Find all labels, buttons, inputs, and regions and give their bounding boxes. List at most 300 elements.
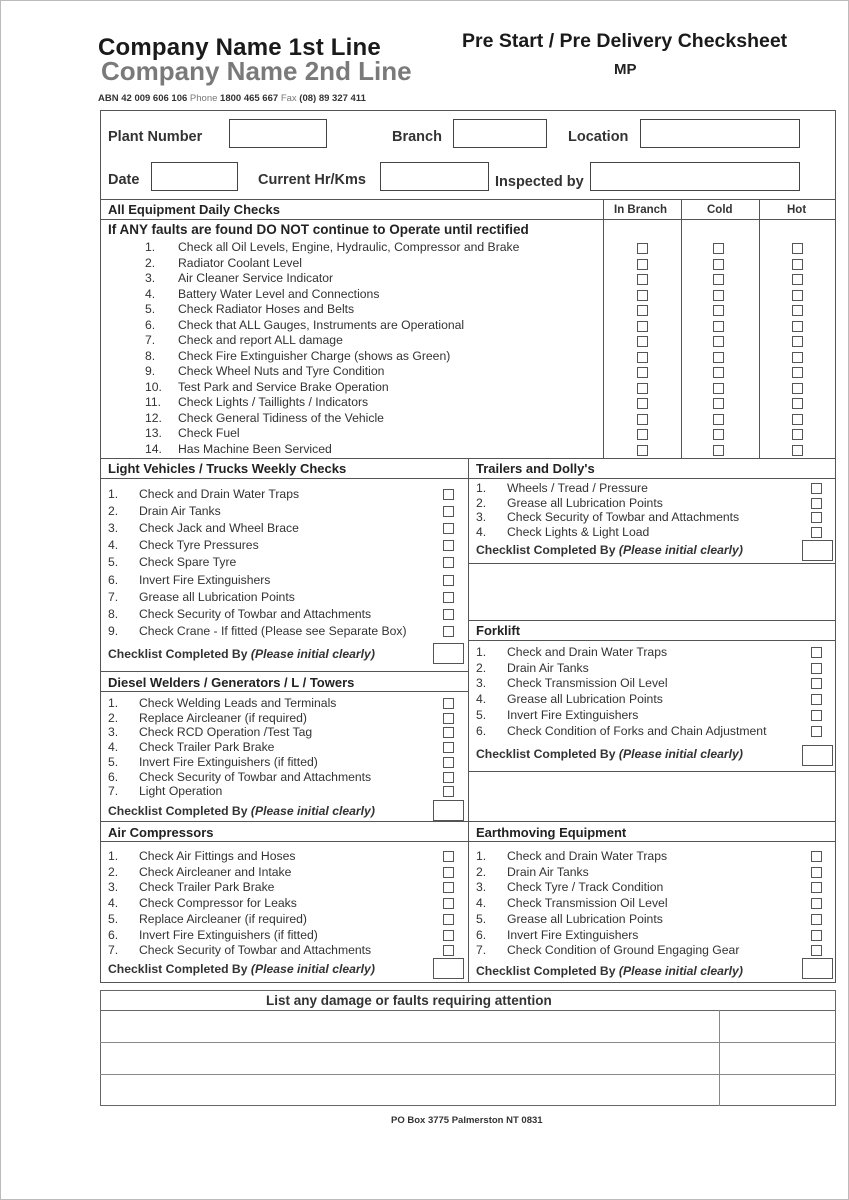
divider <box>468 458 469 983</box>
item-number: 3. <box>108 521 119 536</box>
list-item <box>108 943 371 957</box>
checkbox[interactable] <box>637 274 648 285</box>
earthmoving-completed-label <box>476 964 743 978</box>
checkbox[interactable] <box>811 710 822 721</box>
light-vehicles-title: Light Vehicles / Trucks Weekly Checks <box>108 461 347 476</box>
checkbox[interactable] <box>792 305 803 316</box>
list-item <box>145 333 343 347</box>
item-text: Check Tyre / Track Condition <box>507 880 664 895</box>
item-text: Check Transmission Oil Level <box>507 896 668 911</box>
item-number: 6. <box>108 769 119 784</box>
list-item <box>145 442 332 456</box>
item-text: Check and Drain Water Traps <box>507 645 668 659</box>
checkbox[interactable] <box>443 757 454 768</box>
light-vehicles-initial-box[interactable] <box>433 643 464 664</box>
list-item <box>145 240 519 254</box>
item-number: 4. <box>476 524 487 539</box>
list-item <box>108 711 307 725</box>
air-compressors-title: Air Compressors <box>108 825 214 840</box>
item-number: 4. <box>108 538 119 553</box>
item-number: 5. <box>108 555 119 570</box>
checkbox[interactable] <box>713 274 724 285</box>
item-number: 6. <box>476 723 487 738</box>
list-item <box>476 481 648 495</box>
diesel-completed-label <box>108 804 375 818</box>
item-text: Drain Air Tanks <box>507 660 589 675</box>
list-item <box>108 770 371 784</box>
item-number: 7. <box>108 784 119 799</box>
diesel-initial-box[interactable] <box>433 800 464 821</box>
checkbox[interactable] <box>443 540 454 551</box>
checkbox[interactable] <box>443 489 454 500</box>
checkbox[interactable] <box>811 663 822 674</box>
branch-label: Branch <box>392 129 442 145</box>
item-number: 2. <box>476 495 487 510</box>
checkbox[interactable] <box>792 321 803 332</box>
trailers-initial-box[interactable] <box>802 540 833 561</box>
checkbox[interactable] <box>443 914 454 925</box>
abn-label: ABN <box>98 93 119 104</box>
checkbox[interactable] <box>443 698 454 709</box>
form-title: Pre Start / Pre Delivery Checksheet <box>462 30 788 52</box>
item-number: 6. <box>108 927 119 942</box>
checkbox[interactable] <box>811 498 822 509</box>
item-number: 3. <box>108 725 119 740</box>
list-item <box>145 302 354 316</box>
checkbox[interactable] <box>811 678 822 689</box>
list-item <box>108 849 295 863</box>
item-number: 7. <box>476 943 487 958</box>
item-text: Check and report ALL damage <box>178 333 343 347</box>
list-item <box>476 645 667 659</box>
checkbox[interactable] <box>637 367 648 378</box>
checkbox[interactable] <box>443 772 454 783</box>
footer-address: PO Box 3775 Palmerston NT 0831 <box>391 1115 543 1126</box>
location-label: Location <box>568 129 629 145</box>
plant-number-label: Plant Number <box>108 129 203 145</box>
item-text: Check Tyre Pressures <box>139 538 259 553</box>
list-item <box>476 943 739 957</box>
list-item <box>145 349 450 363</box>
list-item <box>476 661 589 675</box>
checkbox[interactable] <box>713 383 724 394</box>
item-text: Check and Drain Water Traps <box>139 487 300 501</box>
checkbox[interactable] <box>443 557 454 568</box>
inspected-by-field[interactable] <box>590 162 800 191</box>
checkbox[interactable] <box>443 506 454 517</box>
divider <box>100 219 836 220</box>
checkbox[interactable] <box>637 336 648 347</box>
item-text: Check Condition of Ground Engaging Gear <box>507 943 740 958</box>
checkbox[interactable] <box>443 898 454 909</box>
list-item <box>108 880 274 894</box>
checkbox[interactable] <box>443 851 454 862</box>
earthmoving-initial-box[interactable] <box>802 958 833 979</box>
checkbox[interactable] <box>792 243 803 254</box>
checkbox[interactable] <box>443 786 454 797</box>
checkbox[interactable] <box>792 290 803 301</box>
item-text: Check Security of Towbar and Attachments <box>139 769 372 784</box>
initial-note: (Please initial clearly) <box>618 543 743 557</box>
item-text: Check Compressor for Leaks <box>139 896 297 911</box>
list-item <box>476 896 668 910</box>
location-field[interactable] <box>640 119 800 148</box>
initial-note: (Please initial clearly) <box>618 964 743 978</box>
item-number: 9. <box>145 364 156 378</box>
item-text: Check Fuel <box>178 426 240 440</box>
form-code: MP <box>614 61 637 78</box>
item-text: Invert Fire Extinguishers <box>139 572 271 587</box>
list-item <box>108 725 312 739</box>
item-text: Check Trailer Park Brake <box>139 740 275 755</box>
item-text: Check Aircleaner and Intake <box>139 864 292 879</box>
item-number: 11. <box>145 395 162 409</box>
item-text: Check Crane - If fitted (Please see Separate Box) <box>139 623 407 638</box>
item-text: Check Lights & Light Load <box>507 524 650 539</box>
completed-by-text: Checklist Completed By <box>108 804 248 818</box>
item-number: 1. <box>476 849 487 863</box>
completed-by-text: Checklist Completed By <box>476 964 616 978</box>
divider <box>468 620 836 621</box>
checkbox[interactable] <box>811 914 822 925</box>
item-number: 2. <box>476 864 487 879</box>
list-item <box>476 912 663 926</box>
item-text: Check Air Fittings and Hoses <box>139 849 296 863</box>
list-item <box>145 380 389 394</box>
item-text: Check Transmission Oil Level <box>507 676 668 691</box>
item-number: 1. <box>476 645 487 659</box>
list-item <box>145 364 384 378</box>
checkbox[interactable] <box>713 352 724 363</box>
checkbox[interactable] <box>443 713 454 724</box>
list-item <box>145 411 384 425</box>
checkbox[interactable] <box>443 727 454 738</box>
checkbox[interactable] <box>637 398 648 409</box>
list-item <box>108 538 259 552</box>
item-number: 5. <box>108 911 119 926</box>
item-number: 8. <box>108 606 119 621</box>
item-number: 6. <box>145 317 156 332</box>
list-item <box>476 708 638 722</box>
item-text: Grease all Lubrication Points <box>507 495 663 510</box>
item-text: Check that ALL Gauges, Instruments are Operational <box>178 317 465 332</box>
checkbox[interactable] <box>792 336 803 347</box>
item-text: Has Machine Been Serviced <box>178 441 332 456</box>
list-item <box>476 525 649 539</box>
item-text: Check Wheel Nuts and Tyre Condition <box>178 364 385 378</box>
item-text: Check Lights / Taillights / Indicators <box>178 395 369 409</box>
list-item <box>476 865 589 879</box>
item-text: Radiator Coolant Level <box>178 255 302 270</box>
item-number: 5. <box>145 302 156 316</box>
checkbox[interactable] <box>443 523 454 534</box>
item-text: Light Operation <box>139 784 223 799</box>
current-hr-kms-field[interactable] <box>380 162 489 191</box>
earthmoving-title: Earthmoving Equipment <box>476 825 627 840</box>
forklift-completed-label <box>476 747 743 761</box>
checkbox[interactable] <box>792 274 803 285</box>
checkbox[interactable] <box>713 336 724 347</box>
item-number: 3. <box>476 880 487 895</box>
item-text: Check Fire Extinguisher Charge (shows as Green) <box>178 348 451 363</box>
list-item <box>108 573 270 587</box>
divider <box>468 771 836 772</box>
date-label: Date <box>108 172 140 188</box>
checkbox[interactable] <box>792 367 803 378</box>
item-text: Check Security of Towbar and Attachments <box>507 510 740 525</box>
item-number: 6. <box>476 927 487 942</box>
item-number: 4. <box>108 896 119 911</box>
checkbox[interactable] <box>713 259 724 270</box>
daily-checks-title: All Equipment Daily Checks <box>108 202 280 217</box>
air-compressors-completed-label <box>108 962 375 976</box>
divider <box>759 199 760 458</box>
item-number: 5. <box>108 754 119 769</box>
checkbox[interactable] <box>792 352 803 363</box>
list-item <box>108 784 222 798</box>
daily-warning: If ANY faults are found DO NOT continue to Operate until rectified <box>108 222 529 237</box>
branch-field[interactable] <box>453 119 547 148</box>
item-number: 2. <box>145 255 156 270</box>
list-item <box>108 896 297 910</box>
list-item <box>476 724 766 738</box>
checkbox[interactable] <box>713 290 724 301</box>
item-number: 14. <box>145 441 162 456</box>
plant-number-field[interactable] <box>229 119 327 148</box>
item-number: 4. <box>145 286 156 301</box>
damage-description-area[interactable] <box>100 1010 719 1106</box>
completed-by-text: Checklist Completed By <box>476 747 616 761</box>
checkbox[interactable] <box>792 383 803 394</box>
item-number: 1. <box>108 487 119 501</box>
item-number: 1. <box>108 849 119 863</box>
list-item <box>476 692 663 706</box>
company-name-line-2: Company Name 2nd Line <box>101 56 412 86</box>
divider <box>468 640 836 641</box>
item-text: Check all Oil Levels, Engine, Hydraulic, Compressor and Brake <box>178 240 520 254</box>
item-text: Check Spare Tyre <box>139 555 237 570</box>
item-number: 7. <box>145 333 156 347</box>
list-item <box>145 256 302 270</box>
item-number: 10. <box>145 379 162 394</box>
item-text: Grease all Lubrication Points <box>139 589 295 604</box>
checkbox[interactable] <box>443 945 454 956</box>
phone-value: 1800 465 667 <box>220 93 279 104</box>
divider <box>100 691 468 692</box>
checkbox[interactable] <box>811 867 822 878</box>
checkbox[interactable] <box>637 352 648 363</box>
checkbox[interactable] <box>637 243 648 254</box>
list-item <box>108 865 291 879</box>
checkbox[interactable] <box>443 626 454 637</box>
checkbox[interactable] <box>811 527 822 538</box>
list-item <box>108 755 318 769</box>
item-number: 2. <box>108 710 119 725</box>
column-header-in-branch: In Branch <box>614 204 668 216</box>
divider <box>681 199 682 458</box>
divider <box>100 671 468 672</box>
item-text: Test Park and Service Brake Operation <box>178 379 389 394</box>
item-text: Check RCD Operation /Test Tag <box>139 725 313 740</box>
checkbox[interactable] <box>713 305 724 316</box>
checkbox[interactable] <box>443 867 454 878</box>
list-item <box>476 928 638 942</box>
completed-by-text: Checklist Completed By <box>476 543 616 557</box>
checkbox[interactable] <box>792 414 803 425</box>
item-text: Check Jack and Wheel Brace <box>139 521 299 536</box>
item-text: Check Radiator Hoses and Belts <box>178 302 355 316</box>
checkbox[interactable] <box>811 930 822 941</box>
divider <box>100 199 836 200</box>
checkbox[interactable] <box>811 694 822 705</box>
checkbox[interactable] <box>811 898 822 909</box>
checkbox[interactable] <box>637 383 648 394</box>
abn-value: 42 009 606 106 <box>121 93 188 104</box>
item-number: 13. <box>145 426 162 440</box>
trailers-title: Trailers and Dolly's <box>476 461 595 476</box>
checkbox[interactable] <box>443 575 454 586</box>
checkbox[interactable] <box>637 445 648 456</box>
list-item <box>145 287 379 301</box>
item-text: Drain Air Tanks <box>507 864 589 879</box>
list-item <box>108 912 307 926</box>
initial-note: (Please initial clearly) <box>250 647 375 661</box>
checkbox[interactable] <box>443 742 454 753</box>
inspected-by-label: Inspected by <box>495 174 584 190</box>
list-item <box>145 271 333 285</box>
item-text: Replace Aircleaner (if required) <box>139 911 307 926</box>
checkbox[interactable] <box>637 429 648 440</box>
item-text: Invert Fire Extinguishers <box>507 927 639 942</box>
item-text: Grease all Lubrication Points <box>507 692 663 707</box>
checkbox[interactable] <box>811 882 822 893</box>
checkbox[interactable] <box>811 851 822 862</box>
item-number: 7. <box>108 589 119 604</box>
trailers-completed-label <box>476 543 743 557</box>
item-number: 4. <box>476 692 487 707</box>
checkbox[interactable] <box>713 445 724 456</box>
item-number: 5. <box>476 707 487 722</box>
item-number: 5. <box>476 911 487 926</box>
list-item <box>108 607 371 621</box>
list-item <box>108 590 295 604</box>
checkbox[interactable] <box>637 259 648 270</box>
company-contact-line <box>98 93 366 104</box>
current-hr-kms-label: Current Hr/Kms <box>258 172 366 188</box>
item-text: Check Security of Towbar and Attachments <box>139 943 372 958</box>
checkbox[interactable] <box>811 512 822 523</box>
checkbox[interactable] <box>443 930 454 941</box>
item-text: Check General Tidiness of the Vehicle <box>178 410 384 425</box>
list-item <box>145 395 368 409</box>
list-item <box>145 426 240 440</box>
divider <box>603 199 604 458</box>
checkbox[interactable] <box>637 290 648 301</box>
list-item <box>108 624 407 638</box>
item-number: 3. <box>476 510 487 525</box>
column-header-cold: Cold <box>707 204 733 216</box>
phone-label: Phone <box>189 93 218 104</box>
list-item <box>476 880 663 894</box>
checkbox[interactable] <box>443 882 454 893</box>
completed-by-text: Checklist Completed By <box>108 647 248 661</box>
list-item <box>476 676 668 690</box>
checkbox[interactable] <box>443 592 454 603</box>
completed-by-text: Checklist Completed By <box>108 962 248 976</box>
fax-value: (08) 89 327 411 <box>299 93 366 104</box>
forklift-initial-box[interactable] <box>802 745 833 766</box>
item-text: Invert Fire Extinguishers (if fitted) <box>139 927 318 942</box>
checkbox[interactable] <box>637 305 648 316</box>
item-number: 4. <box>476 896 487 911</box>
list-item <box>108 521 299 535</box>
list-item <box>108 555 236 569</box>
air-compressors-initial-box[interactable] <box>433 958 464 979</box>
checkbox[interactable] <box>811 726 822 737</box>
checkbox[interactable] <box>811 483 822 494</box>
checkbox[interactable] <box>811 647 822 658</box>
checkbox[interactable] <box>811 945 822 956</box>
checkbox[interactable] <box>637 321 648 332</box>
item-text: Grease all Lubrication Points <box>507 911 663 926</box>
initial-note: (Please initial clearly) <box>250 962 375 976</box>
item-number: 2. <box>108 864 119 879</box>
checkbox[interactable] <box>713 243 724 254</box>
list-item <box>108 928 318 942</box>
item-text: Check Condition of Forks and Chain Adjustment <box>507 723 767 738</box>
item-text: Replace Aircleaner (if required) <box>139 710 307 725</box>
item-number: 4. <box>108 740 119 755</box>
item-text: Check Security of Towbar and Attachments <box>139 606 372 621</box>
checkbox[interactable] <box>792 398 803 409</box>
company-name-line-1: Company Name 1st Line <box>98 34 381 61</box>
diesel-title: Diesel Welders / Generators / L / Towers <box>108 675 355 690</box>
item-number: 3. <box>108 880 119 895</box>
date-field[interactable] <box>151 162 238 191</box>
item-number: 2. <box>476 660 487 675</box>
checkbox[interactable] <box>713 398 724 409</box>
checkbox[interactable] <box>637 414 648 425</box>
item-number: 7. <box>108 943 119 958</box>
item-number: 3. <box>145 271 156 285</box>
column-header-hot: Hot <box>787 204 807 216</box>
initial-note: (Please initial clearly) <box>250 804 375 818</box>
item-number: 1. <box>476 481 487 495</box>
checkbox[interactable] <box>792 445 803 456</box>
checkbox[interactable] <box>443 609 454 620</box>
item-number: 8. <box>145 348 156 363</box>
checkbox[interactable] <box>792 429 803 440</box>
item-text: Check Welding Leads and Terminals <box>139 696 337 710</box>
divider <box>719 1010 720 1106</box>
checkbox[interactable] <box>713 429 724 440</box>
checkbox[interactable] <box>713 321 724 332</box>
item-text: Invert Fire Extinguishers <box>507 707 639 722</box>
item-text: Invert Fire Extinguishers (if fitted) <box>139 754 318 769</box>
item-number: 1. <box>145 240 156 254</box>
checkbox[interactable] <box>792 259 803 270</box>
light-vehicles-completed-label <box>108 647 375 661</box>
checkbox[interactable] <box>713 367 724 378</box>
divider <box>468 563 836 564</box>
checkbox[interactable] <box>713 414 724 425</box>
item-number: 9. <box>108 623 119 638</box>
item-number: 3. <box>476 676 487 691</box>
item-text: Drain Air Tanks <box>139 504 221 519</box>
forklift-title: Forklift <box>476 623 521 638</box>
item-number: 6. <box>108 572 119 587</box>
list-item <box>108 696 336 710</box>
